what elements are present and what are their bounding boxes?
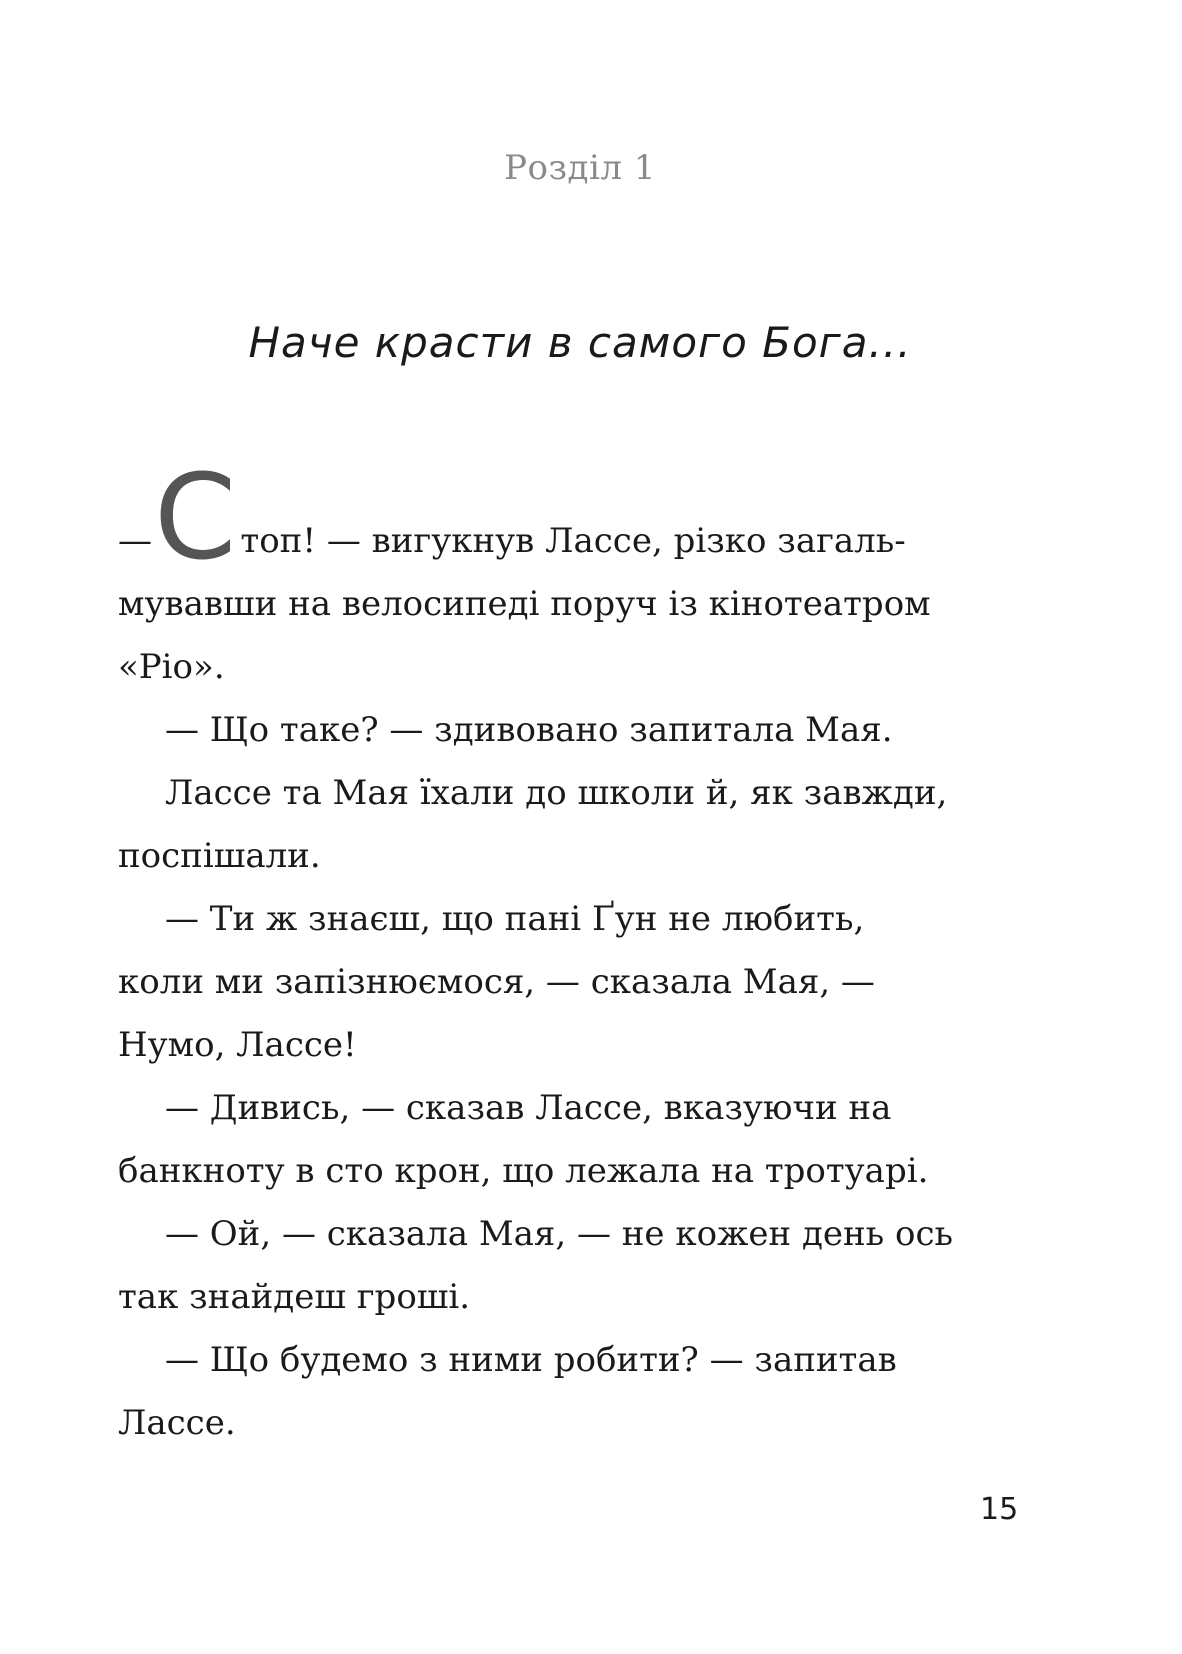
text-line-1 — [118, 448, 1018, 586]
body-text — [118, 448, 1018, 1455]
chapter-title: Наче красти в самого Бога... — [248, 318, 912, 367]
text-line-2: мувавши на велосипеді поруч із кінотеатром — [118, 584, 931, 624]
text-line-11: банкноту в сто крон, що лежала на тротуарі. — [118, 1151, 929, 1191]
dropcap-prefix: — — [118, 521, 152, 561]
text-line-3: «Ріо». — [118, 647, 225, 687]
text-line-10: — Дивись, — сказав Лассе, вказуючи на — [165, 1088, 892, 1128]
text-line-6: поспішали. — [118, 836, 321, 876]
chapter-label: Розділ 1 — [504, 148, 656, 188]
text-line-12: — Ой, — сказала Мая, — не кожен день ось — [165, 1214, 954, 1254]
text-line-14: — Що будемо з ними робити? — запитав — [165, 1340, 897, 1380]
text-line-15: Лассе. — [118, 1403, 236, 1443]
dropcap-letter: С — [154, 448, 237, 586]
text-line-13: так знайдеш гроші. — [118, 1277, 471, 1317]
text-line-4: — Що таке? — здивовано запитала Мая. — [165, 710, 893, 750]
text-line-7: — Ти ж знаєш, що пані Ґун не любить, — [165, 899, 865, 939]
text-line-8: коли ми запізнюємося, — сказала Мая, — — [118, 962, 875, 1002]
text-line-5: Лассе та Мая їхали до школи й, як завжди, — [165, 773, 948, 813]
text-line-9: Нумо, Лассе! — [118, 1025, 357, 1065]
page-number: 15 — [980, 1492, 1019, 1527]
text-line-1-content: топ! — вигукнув Лассе, різко загаль- — [240, 521, 906, 561]
